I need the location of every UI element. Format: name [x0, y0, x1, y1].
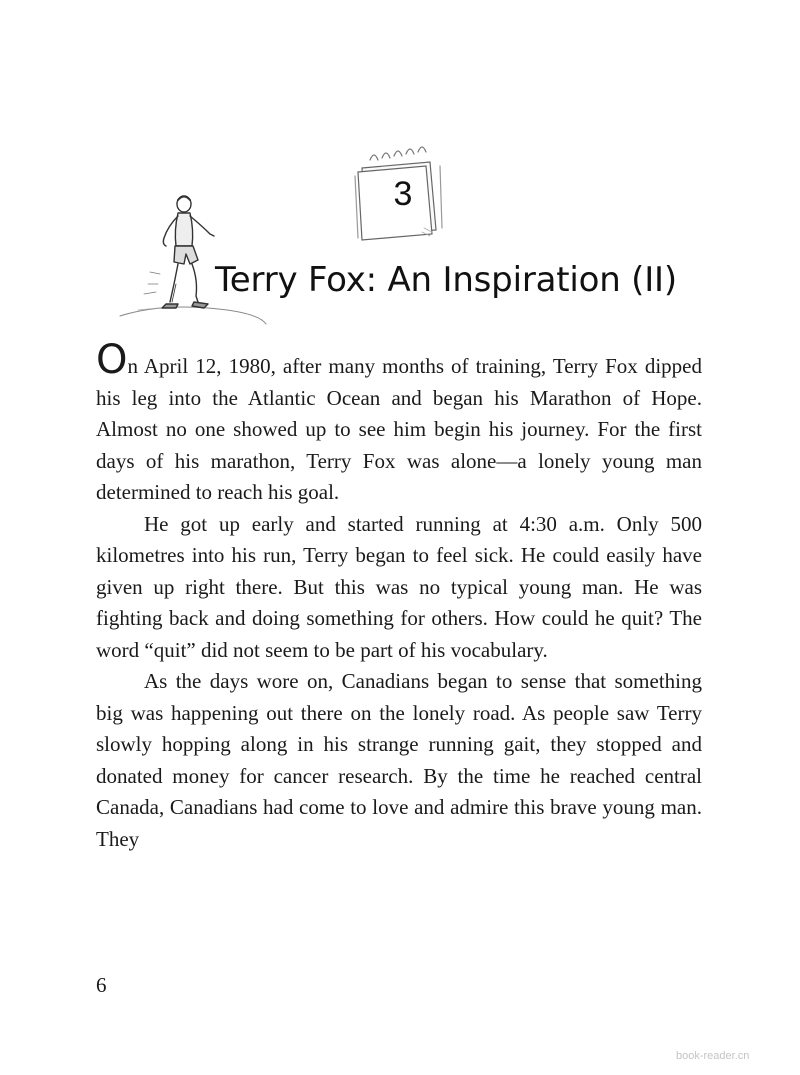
watermark: book-reader.cn — [676, 1050, 750, 1062]
page-number: 6 — [96, 973, 107, 997]
paragraph-text: As the days wore on, Canadians began to sense that something big was happening out there on the lonely road. As people saw Terry slowly hopping along in his strange running gait, they stopped and donated money for cancer research. By the time he reached central Canada, Canadians had come to love and admire this brave young man. They — [96, 669, 702, 851]
paragraph — [96, 666, 702, 855]
dropcap-letter: O — [96, 337, 128, 383]
paragraph-text: He got up early and started running at 4:30 a.m. Only 500 kilometres into his run, Terry began to feel sick. He could easily have given up right there. But this was no typical young man. He was fighting back and doing something for others. How could he quit? The word “quit” did not seem to be part of his vocabulary. — [96, 511, 702, 662]
paragraph-text: n April 12, 1980, after many months of training, Terry Fox dipped his leg into the Atlantic Ocean and began his Marathon of Hope. Almost no one showed up to see him begin his journey. For the first days of his marathon, Terry Fox was alone—a lonely young man determined to reach his goal. — [96, 354, 702, 504]
paragraph — [96, 337, 702, 509]
body-text — [96, 337, 702, 855]
chapter-number: 3 — [393, 175, 413, 213]
paragraph — [96, 509, 702, 667]
chapter-title: Terry Fox: An Inspiration (II) — [215, 260, 677, 300]
